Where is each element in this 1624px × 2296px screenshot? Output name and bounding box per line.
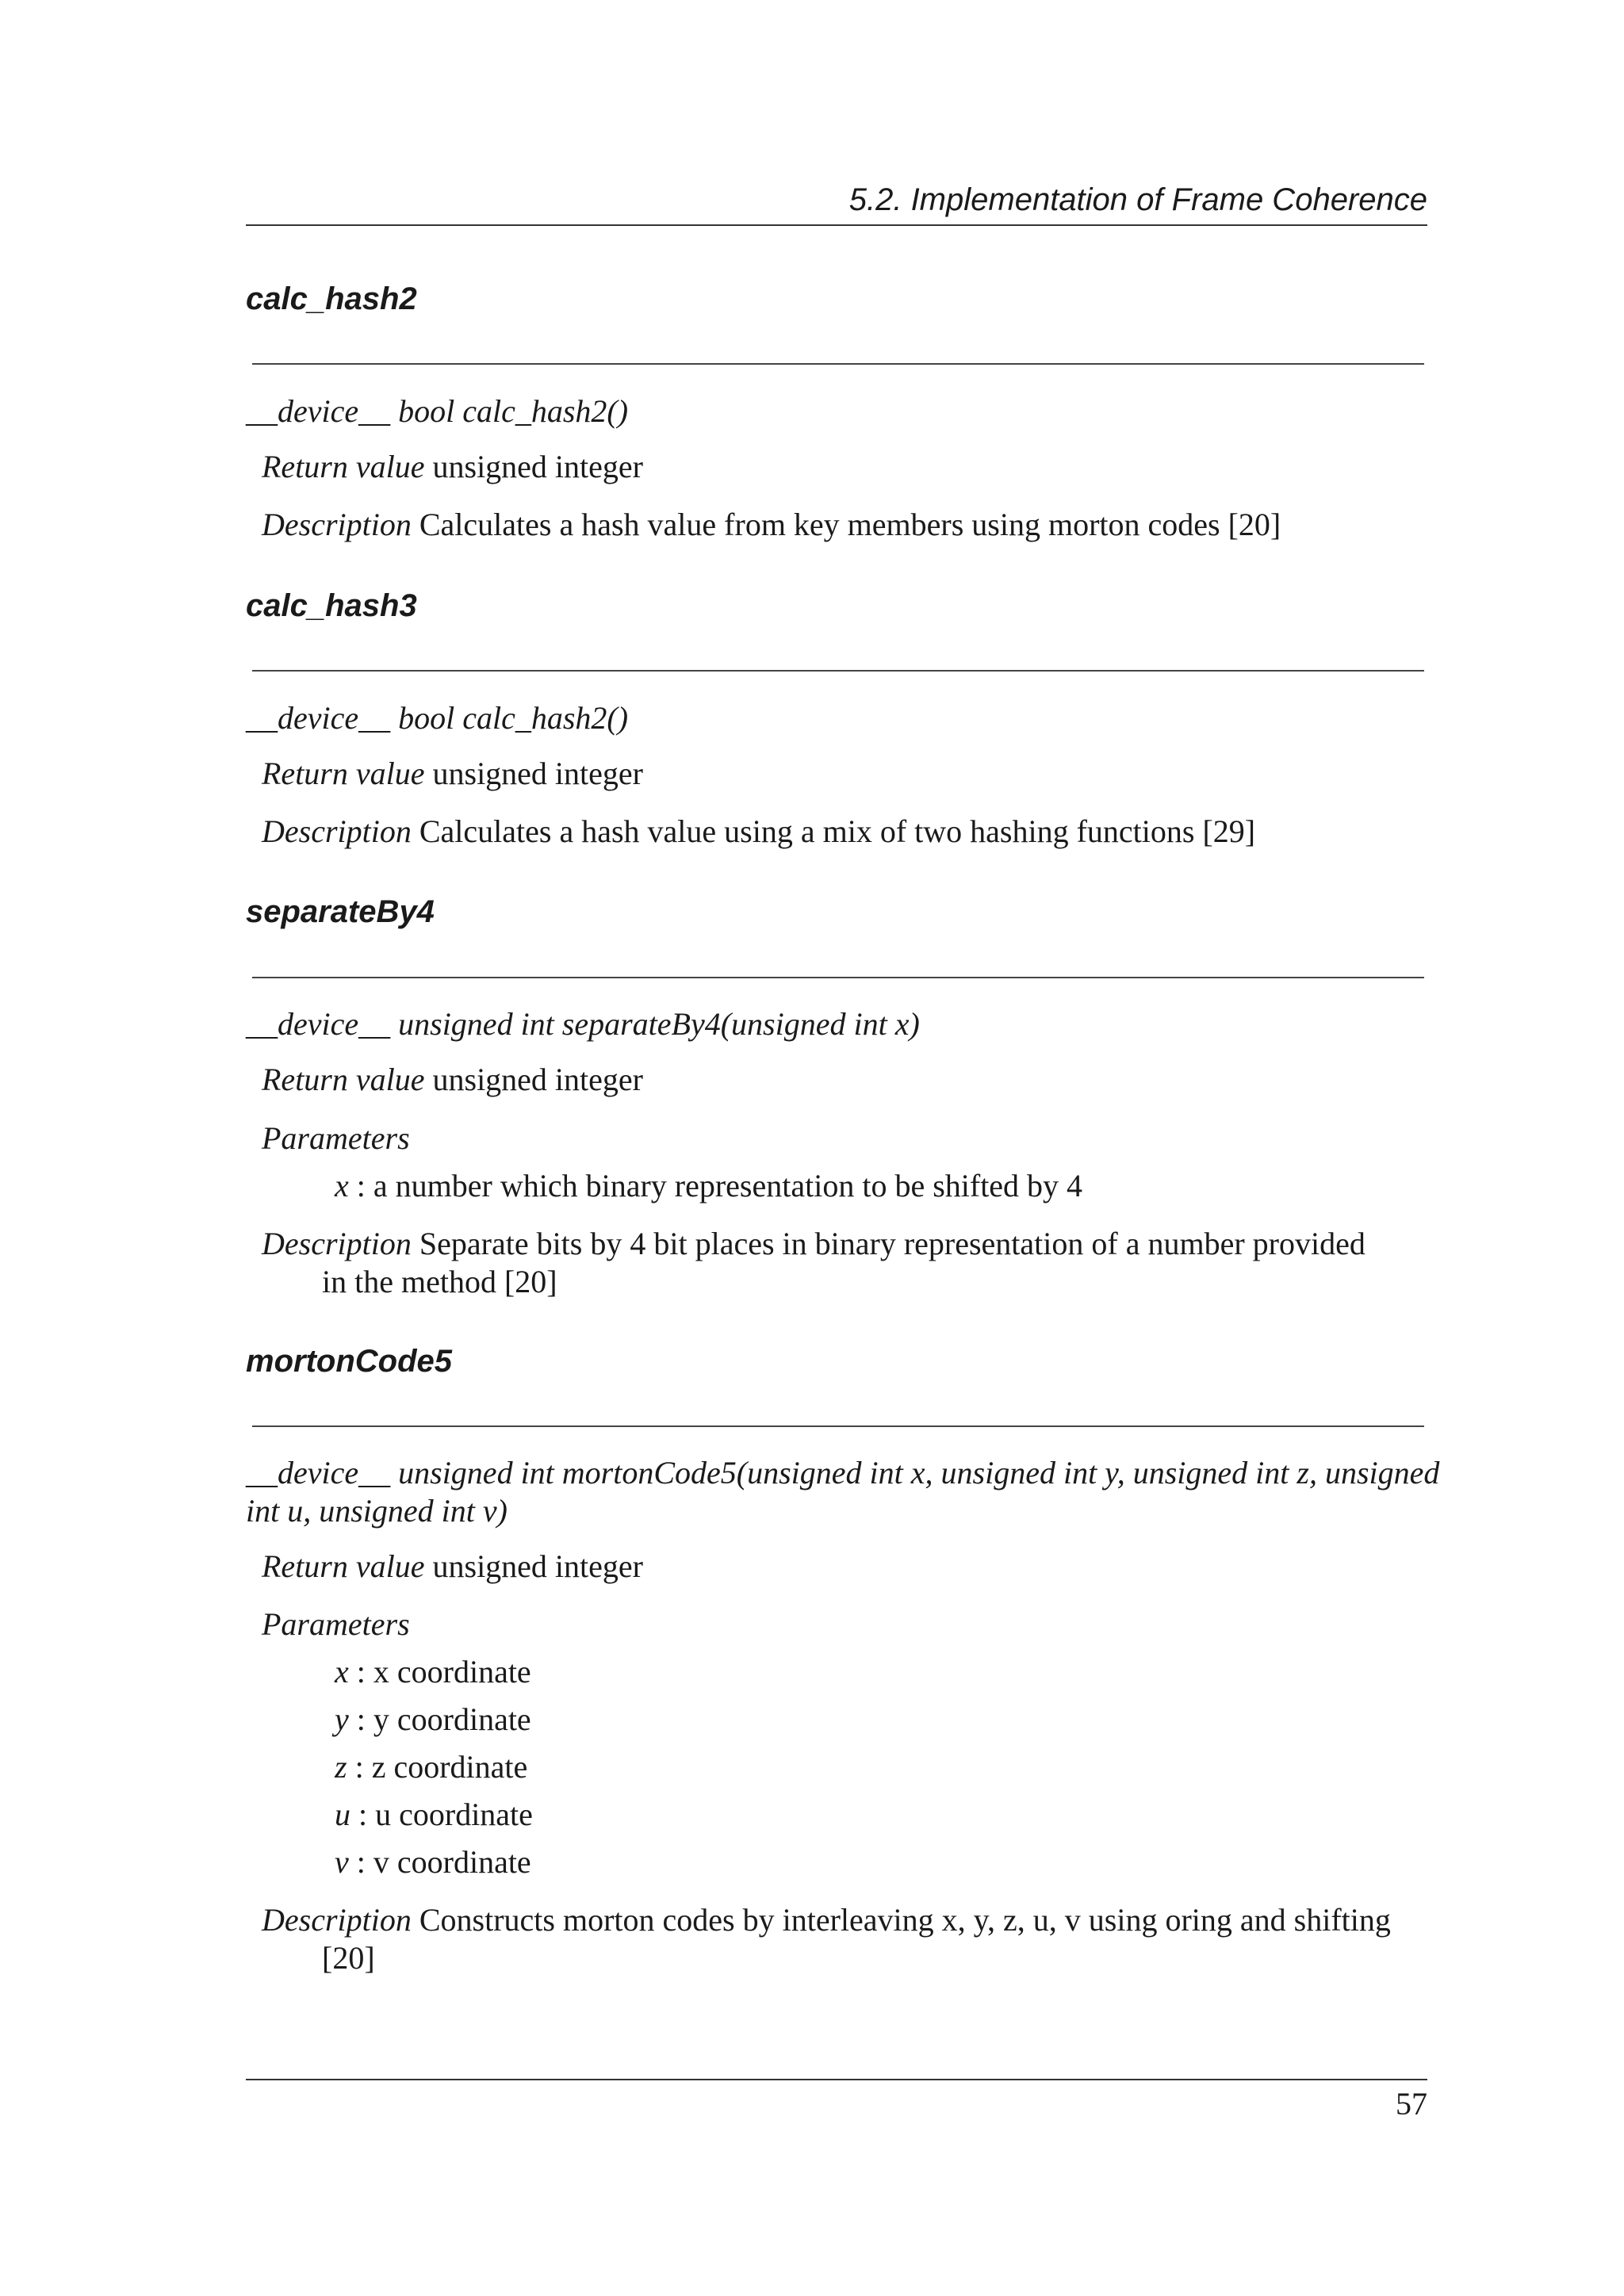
- parameter-item: [335, 1843, 531, 1881]
- footer-rule: [246, 2079, 1427, 2080]
- function-signature-continuation: int u, unsigned int v): [246, 1493, 508, 1529]
- section-title-calc-hash2: calc_hash2: [246, 281, 417, 316]
- parameter-item: [335, 1167, 1082, 1204]
- page-number: 57: [1396, 2086, 1427, 2122]
- running-header: 5.2. Implementation of Frame Coherence: [848, 182, 1427, 217]
- description-entry: [262, 1901, 1427, 1977]
- parameter-item: [335, 1653, 531, 1690]
- description-entry: [262, 506, 1281, 543]
- description-text: Separate bits by 4 bit places in binary representation of a number provided: [419, 1226, 1365, 1261]
- section-title-calc-hash3: calc_hash3: [246, 588, 417, 623]
- description-entry: [262, 813, 1255, 850]
- parameter-name: u: [335, 1797, 350, 1832]
- return-value-entry: [262, 755, 643, 792]
- return-value-entry: [262, 1061, 643, 1098]
- description-label: Description: [262, 1902, 412, 1938]
- parameter-name: y: [335, 1701, 349, 1737]
- parameter-description: : a number which binary representation to be shifted by 4: [348, 1168, 1083, 1203]
- parameter-name: x: [335, 1654, 349, 1689]
- parameter-description: : u coordinate: [350, 1797, 533, 1832]
- function-signature: __device__ unsigned int separateBy4(unsigned int x): [246, 1006, 920, 1042]
- parameter-description: : z coordinate: [347, 1749, 528, 1785]
- function-signature: __device__ bool calc_hash2(): [246, 700, 629, 736]
- return-label: Return value: [262, 756, 425, 791]
- section-rule: [252, 363, 1424, 365]
- description-label: Description: [262, 813, 412, 849]
- parameter-name: x: [335, 1168, 349, 1203]
- section-rule: [252, 670, 1424, 672]
- description-entry: [262, 1225, 1427, 1301]
- parameters-label: Parameters: [262, 1606, 410, 1642]
- parameter-item: [335, 1701, 531, 1738]
- parameter-item: [335, 1796, 533, 1833]
- description-text: Calculates a hash value from key members using morton codes [20]: [419, 507, 1281, 542]
- header-rule: [246, 224, 1427, 226]
- description-continuation: [20]: [322, 1940, 375, 1976]
- description-label: Description: [262, 507, 412, 542]
- return-value-entry: [262, 448, 643, 485]
- parameter-name: z: [335, 1749, 347, 1785]
- parameters-label: Parameters: [262, 1120, 410, 1156]
- function-signature: __device__ bool calc_hash2(): [246, 393, 629, 429]
- parameter-item: [335, 1748, 527, 1785]
- parameter-name: v: [335, 1844, 349, 1880]
- description-text: Calculates a hash value using a mix of two hashing functions [29]: [419, 813, 1256, 849]
- return-label: Return value: [262, 1062, 425, 1097]
- parameter-description: : y coordinate: [348, 1701, 531, 1737]
- return-value: unsigned integer: [432, 449, 643, 484]
- return-label: Return value: [262, 1548, 425, 1584]
- section-rule: [252, 977, 1424, 978]
- section-rule: [252, 1425, 1424, 1427]
- return-value: unsigned integer: [432, 1062, 643, 1097]
- function-signature: __device__ unsigned int mortonCode5(unsigned int x, unsigned int y, unsigned int z, unsigned: [246, 1455, 1440, 1490]
- description-text: Constructs morton codes by interleaving x, y, z, u, v using oring and shifting: [419, 1902, 1391, 1938]
- parameter-description: : x coordinate: [348, 1654, 531, 1689]
- parameter-description: : v coordinate: [348, 1844, 531, 1880]
- return-value: unsigned integer: [432, 756, 643, 791]
- return-label: Return value: [262, 449, 425, 484]
- description-label: Description: [262, 1226, 412, 1261]
- description-continuation: in the method [20]: [322, 1264, 557, 1299]
- section-title-mortoncode5: mortonCode5: [246, 1344, 452, 1379]
- return-value-entry: [262, 1548, 643, 1585]
- return-value: unsigned integer: [432, 1548, 643, 1584]
- section-title-separateby4: separateBy4: [246, 894, 435, 929]
